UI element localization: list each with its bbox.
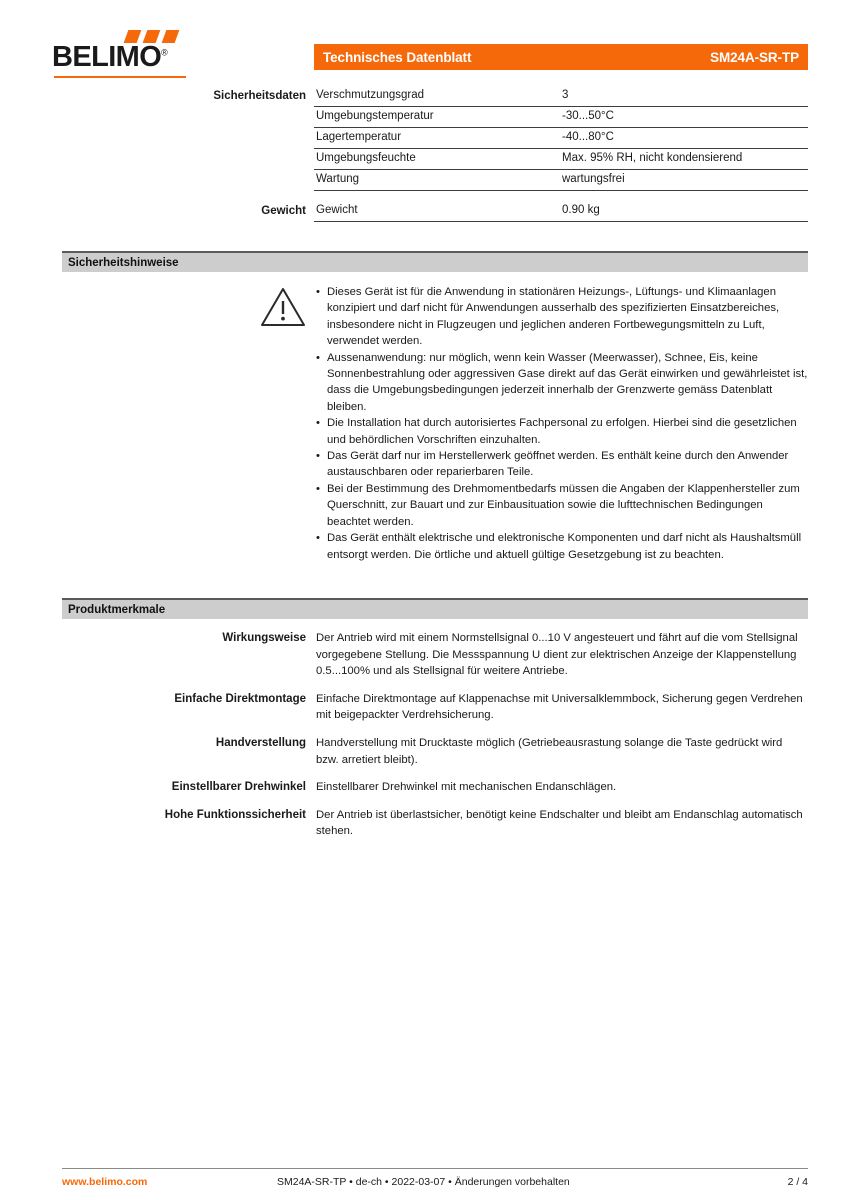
feature-row bbox=[0, 630, 848, 680]
spec-value: Max. 95% RH, nicht kondensierend bbox=[562, 152, 743, 164]
safety-bullet-list bbox=[314, 284, 808, 563]
spec-key: Lagertemperatur bbox=[316, 131, 402, 143]
page-footer bbox=[62, 1168, 808, 1188]
spec-key: Wartung bbox=[316, 173, 360, 185]
safety-bullet-text: Dieses Gerät ist für die Anwendung in stationären Heizungs-, Lüftungs- und Klimaanlagen konzipiert und darf nicht für Anwendungen ausserhalb des spezifizierten Einsatzbereiches, insbesondere nicht in Flugzeugen und jeglichen anderen Fortbewegungsmitteln zu Luft, verwendet werden. bbox=[327, 286, 780, 348]
spec-row bbox=[0, 149, 848, 170]
spec-key: Umgebungstemperatur bbox=[316, 110, 434, 122]
logo-wordmark bbox=[52, 41, 167, 74]
spec-row-body bbox=[314, 107, 808, 128]
feature-label: Wirkungsweise bbox=[222, 632, 306, 644]
feature-description: Der Antrieb wird mit einem Normstellsignal 0...10 V angesteuert und fährt auf die vom Stellsignal vorgegebene Stellung. Die Messspannung U dient zur elektrischen Anzeige der Klappenstellung 0.5...100% und als Stellsignal für weitere Antriebe. bbox=[316, 632, 798, 678]
spec-value: -40...80°C bbox=[562, 131, 614, 143]
section-header-safety bbox=[62, 251, 808, 272]
product-code: SM24A-SR-TP bbox=[710, 49, 799, 65]
section-header-safety-label: Sicherheitshinweise bbox=[68, 256, 179, 269]
feature-description: Handverstellung mit Drucktaste möglich (Getriebeausrastung solange die Taste gedrückt wird bzw. arretiert bleibt). bbox=[316, 736, 783, 766]
spec-row bbox=[0, 107, 848, 128]
spec-group-label: Gewicht bbox=[261, 205, 306, 217]
specifications-tables bbox=[0, 86, 848, 222]
page-title: Technisches Datenblatt bbox=[323, 49, 472, 65]
spec-key: Gewicht bbox=[316, 204, 358, 216]
warning-icon-column bbox=[0, 284, 314, 563]
spec-row bbox=[0, 128, 848, 149]
footer-website-link[interactable]: www.belimo.com bbox=[62, 1176, 148, 1188]
spec-group-gap bbox=[0, 191, 848, 201]
logo-wordmark-text: BELIMO bbox=[52, 41, 162, 73]
page-header bbox=[0, 0, 848, 92]
feature-label: Einfache Direktmontage bbox=[174, 692, 306, 705]
feature-description: Einfache Direktmontage auf Klappenachse mit Universalklemmbock, Sicherung gegen Verdrehen mit beigepackter Verdrehsicherung. bbox=[316, 692, 803, 722]
safety-bullet-item bbox=[316, 481, 808, 530]
spec-row-body bbox=[314, 128, 808, 149]
feature-label: Einstellbarer Drehwinkel bbox=[171, 781, 306, 794]
safety-notes-block bbox=[0, 284, 848, 563]
feature-description: Einstellbarer Drehwinkel mit mechanischen Endanschlägen. bbox=[316, 781, 617, 794]
spec-value: 0.90 kg bbox=[562, 204, 600, 216]
feature-description: Der Antrieb ist überlastsicher, benötigt keine Endschalter und bleibt am Endanschlag automatisch stehen. bbox=[316, 808, 803, 838]
warning-triangle-icon bbox=[260, 286, 306, 328]
safety-bullet-item bbox=[316, 284, 808, 350]
feature-row bbox=[0, 735, 848, 768]
product-features-list bbox=[0, 630, 848, 851]
spec-group bbox=[0, 201, 848, 222]
spec-value: -30...50°C bbox=[562, 110, 614, 122]
spec-row-body bbox=[314, 201, 808, 222]
spec-group bbox=[0, 86, 848, 191]
spec-row bbox=[0, 86, 848, 107]
section-header-features-label: Produktmerkmale bbox=[68, 603, 166, 616]
safety-bullet-item bbox=[316, 448, 808, 481]
spec-row bbox=[0, 201, 848, 222]
safety-bullet-item bbox=[316, 350, 808, 416]
footer-page-number: 2 / 4 bbox=[787, 1176, 808, 1188]
spec-value: wartungsfrei bbox=[562, 173, 625, 185]
spec-row-body bbox=[314, 170, 808, 191]
spec-group-label: Sicherheitsdaten bbox=[213, 90, 306, 102]
bullet-marker-icon: • bbox=[316, 286, 320, 298]
bullet-marker-icon: • bbox=[316, 532, 320, 545]
safety-bullet-text: Bei der Bestimmung des Drehmomentbedarfs müssen die Angaben der Klappenhersteller zum Querschnitt, zur Bauart und zur Einbausituation sowie die lufttechnischen Bedingungen beachtet werden. bbox=[327, 482, 800, 528]
spec-key: Umgebungsfeuchte bbox=[316, 152, 416, 164]
spec-row-body bbox=[314, 86, 808, 107]
spec-row bbox=[0, 170, 848, 191]
feature-row bbox=[0, 779, 848, 796]
safety-bullet-text: Das Gerät darf nur im Herstellerwerk geöffnet werden. Es enthält keine durch den Anwender austauschbaren oder reparierbaren Teile. bbox=[327, 450, 789, 479]
spec-value: 3 bbox=[562, 89, 569, 101]
title-bar bbox=[314, 44, 808, 70]
footer-document-info: SM24A-SR-TP • de-ch • 2022-03-07 • Änderungen vorbehalten bbox=[277, 1176, 570, 1188]
feature-label: Hohe Funktionssicherheit bbox=[164, 808, 306, 821]
safety-bullet-text: Aussenanwendung: nur möglich, wenn kein Wasser (Meerwasser), Schnee, Eis, keine Sonnenbestrahlung oder aggressiven Gase direkt auf das Gerät einwirken und gewährleistet ist, dass die Umgebungsbedingungen jederzeit innerhalb der Grenzwerte gemäss Datenblatt bleiben. bbox=[327, 351, 808, 413]
bullet-marker-icon: • bbox=[316, 482, 320, 495]
feature-label: Handverstellung bbox=[215, 736, 306, 749]
registered-trademark-icon: ® bbox=[161, 47, 168, 58]
logo-underline bbox=[54, 76, 186, 78]
safety-bullet-text: Das Gerät enthält elektrische und elektronische Komponenten und darf nicht als Haushaltsmüll entsorgt werden. Die örtliche und aktuell gültige Gesetzgebung ist zu beachten. bbox=[327, 532, 802, 561]
safety-bullet-item bbox=[316, 415, 808, 448]
bullet-marker-icon: • bbox=[316, 417, 320, 430]
belimo-logo bbox=[52, 30, 192, 80]
safety-bullet-item bbox=[316, 530, 808, 563]
section-header-features bbox=[62, 598, 808, 619]
bullet-marker-icon: • bbox=[316, 351, 320, 364]
feature-row bbox=[0, 807, 848, 840]
bullet-marker-icon: • bbox=[316, 450, 320, 463]
feature-row bbox=[0, 691, 848, 724]
spec-key: Verschmutzungsgrad bbox=[316, 89, 425, 101]
safety-bullet-text: Die Installation hat durch autorisiertes Fachpersonal zu erfolgen. Hierbei sind die gesetzlichen und behördlichen Vorschriften einzuhalten. bbox=[327, 417, 797, 446]
spec-row-body bbox=[314, 149, 808, 170]
